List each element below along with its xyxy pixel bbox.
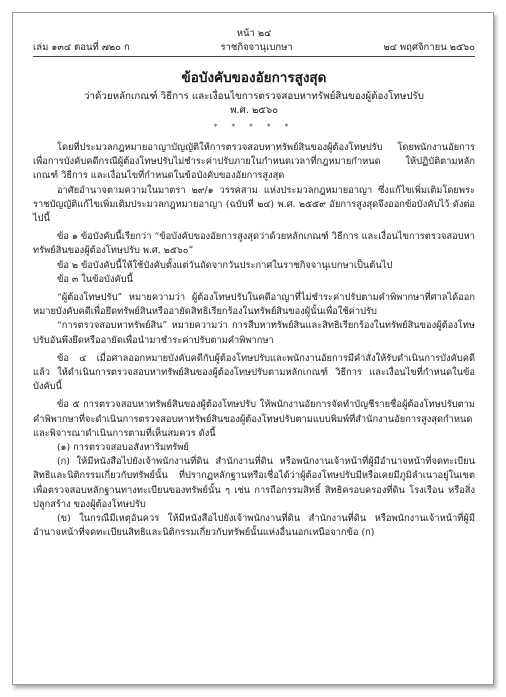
paragraph-10: [33, 441, 475, 455]
paragraph-text: ข้อ ๕ การตรวจสอบหาทรัพย์สินของผู้ต้องโทษปรับ ให้พนักงานอัยการจัดทำบัญชีรายชื่อผู้ต้องโทษปรับตามคำพิพากษาที่จะดำเนินการตรวจสอบหาทรัพย์สินของผู้ต้องโทษปรับตามแบบพิมพ์ที่สำนักงานอัยการสูงสุดกำหนด และพิจารณาดำเนินการตามที่เห็นสมควร ดังนี้: [33, 399, 475, 439]
gazette-page: [33, 27, 475, 540]
paragraph-2: [33, 184, 475, 227]
document-year: พ.ศ. ๒๕๖๐: [229, 105, 279, 116]
document-window: [12, 12, 494, 685]
paragraph-text: ข้อ ๓ ในข้อบังคับนี้: [57, 273, 133, 285]
paragraph-text: (ข) ในกรณีมีเหตุอันควร ให้มีหนังสือไปยังเจ้าพนักงานที่ดิน สำนักงานที่ดิน หรือพนักงานเจ้าหน้าที่ผู้มีอำนาจหน้าที่จดทะเบียนสิทธิและนิติกรรมเกี่ยวกับทรัพย์นั้นแห่งอื่นนอกเหนือจากข้อ (ก): [33, 513, 475, 539]
paragraph-9: [33, 398, 475, 441]
paragraph-text: ข้อ ๒ ข้อบังคับนี้ให้ใช้บังคับตั้งแต่วันถัดจากวันประกาศในราชกิจจานุเบกษาเป็นต้นไป: [57, 259, 393, 271]
paragraph-text: “ผู้ต้องโทษปรับ” หมายความว่า ผู้ต้องโทษปรับในคดีอาญาที่ไม่ชำระค่าปรับตามคำพิพากษาที่ศาลได้ออกหมายบังคับคดีเพื่อยึดทรัพย์สินหรืออายัดสิทธิเรียกร้องในทรัพย์สินของผู้นั้นเพื่อใช้ค่าปรับ: [33, 292, 475, 318]
separator: * * * * *: [213, 123, 295, 131]
document-title: ข้อบังคับของอัยการสูงสุด: [181, 70, 327, 86]
page-number: หน้า ๒๔: [236, 28, 272, 39]
volume-issue: เล่ม ๑๓๔ ตอนที่ ๗๒๐ ก: [33, 42, 130, 53]
document-subtitle: ว่าด้วยหลักเกณฑ์ วิธีการ และเงื่อนไขการตรวจสอบหาทรัพย์สินของผู้ต้องโทษปรับ: [83, 91, 425, 102]
paragraph-text: (๑) การตรวจสอบอสังหาริมทรัพย์: [57, 442, 189, 454]
paragraph-text: ข้อ ๔ เมื่อศาลออกหมายบังคับคดีกับผู้ต้องโทษปรับและพนักงานอัยการมีคำสั่งให้รับดำเนินการบังคับคดีแล้ว ให้ดำเนินการตรวจสอบหาทรัพย์สินของผู้ต้องโทษปรับตามหลักเกณฑ์ วิธีการ และเงื่อนไขที่กำหนดในข้อบังคับนี้: [33, 352, 475, 393]
publication-date: ๒๔ พฤศจิกายน ๒๕๖๐: [383, 42, 475, 53]
paragraph-11: [33, 455, 475, 512]
paragraph-5: [33, 273, 475, 287]
paragraph-12: [33, 512, 475, 540]
gazette-header: [33, 41, 475, 54]
paragraph-4: [33, 259, 475, 273]
document-body: [33, 141, 475, 540]
paragraph-text: โดยที่ประมวลกฎหมายอาญาบัญญัติให้การตรวจสอบหาทรัพย์สินของผู้ต้องโทษปรับ โดยพนักงานอัยการเพื่อการบังคับคดีกรณีผู้ต้องโทษปรับไม่ชำระค่าปรับภายในกำหนดเวลาที่กฎหมายกำหนด ให้ปฏิบัติตามหลักเกณฑ์ วิธีการ และเงื่อนไขที่กำหนดในข้อบังคับของอัยการสูงสุด: [33, 142, 475, 182]
paragraph-text: (ก) ให้มีหนังสือไปยังเจ้าพนักงานที่ดิน สำนักงานที่ดิน หรือพนักงานเจ้าหน้าที่ผู้มีอำนาจหน้าที่จดทะเบียนสิทธิและนิติกรรมเกี่ยวกับทรัพย์นั้น ที่ปรากฏหลักฐานหรือเชื่อได้ว่าผู้ต้องโทษปรับมีหรือเคยมีภูมิลำเนาอยู่ในเขตเพื่อตรวจสอบหลักฐานทางทะเบียนของทรัพย์นั้น ๆ เช่น การถือกรรมสิทธิ์ สิทธิครอบครองที่ดิน โรงเรือน หรือสิ่งปลูกสร้าง ของผู้ต้องโทษปรับ: [33, 456, 475, 510]
paragraph-text: อาศัยอำนาจตามความในมาตรา ๒๙/๑ วรรคสาม แห่งประมวลกฎหมายอาญา ซึ่งแก้ไขเพิ่มเติมโดยพระราชบัญญัติแก้ไขเพิ่มเติมประมวลกฎหมายอาญา (ฉบับที่ ๒๔) พ.ศ. ๒๕๕๙ อัยการสูงสุดจึงออกข้อบังคับไว้ ดังต่อไปนี้: [33, 184, 475, 225]
paragraph-1: [33, 141, 475, 184]
paragraph-3: [33, 230, 475, 258]
header-rule: [33, 56, 475, 57]
paragraph-6: [33, 291, 475, 319]
paragraph-text: “การตรวจสอบหาทรัพย์สิน” หมายความว่า การสืบหาทรัพย์สินและสิทธิเรียกร้องในทรัพย์สินของผู้ต้องโทษปรับอันพึงยึดหรืออายัดเพื่อนำมาชำระค่าปรับตามคำพิพากษา: [33, 320, 475, 346]
paragraph-7: [33, 319, 475, 347]
paragraph-8: [33, 352, 475, 395]
paragraph-text: ข้อ ๑ ข้อบังคับนี้เรียกว่า “ข้อบังคับของอัยการสูงสุดว่าด้วยหลักเกณฑ์ วิธีการ และเงื่อนไขการตรวจสอบหาทรัพย์สินของผู้ต้องโทษปรับ พ.ศ. ๒๕๖๐”: [33, 231, 475, 257]
gazette-name: ราชกิจจานุเบกษา: [220, 42, 293, 53]
